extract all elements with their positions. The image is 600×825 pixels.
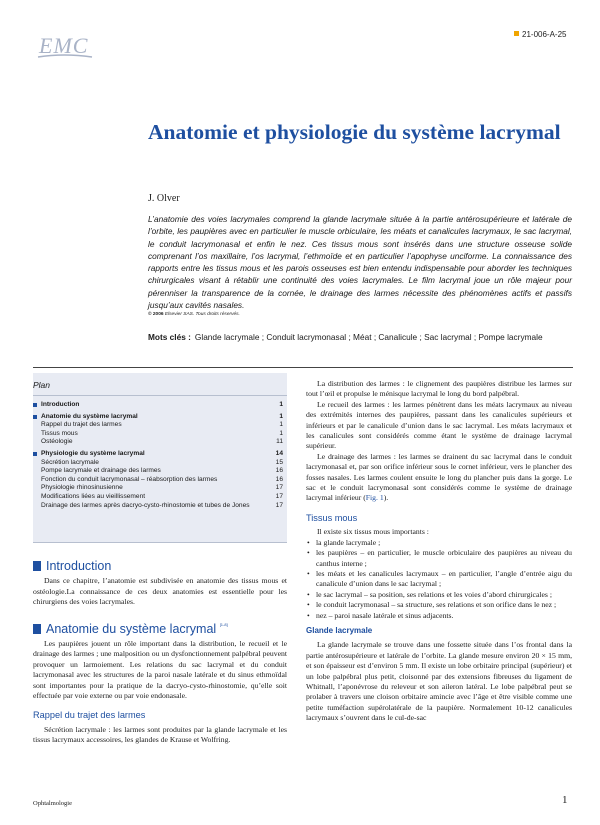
plan-divider <box>33 395 287 396</box>
plan-item-page: 11 <box>276 438 283 446</box>
article-title: Anatomie et physiologie du système lacrymal <box>148 120 561 144</box>
emc-logo <box>36 26 94 64</box>
keywords-list: Glande lacrymale ; Conduit lacrymonasal ; Méat ; Canalicule ; Sac lacrymal ; Pompe lacrymale <box>194 332 543 342</box>
right-column <box>306 379 572 724</box>
glande-lacrymale-text: La glande lacrymale se trouve dans une fossette située dans l’os frontal dans la partie antérosupérieure et latérale de l’orbite. La glande mesure environ 20 × 15 mm, et son épaisseur est d’environ 5 mm. Il existe un lobe orbitaire principal (supérieur) et un lobe palpébral plus petit, cloisonné par des extensions fibreuses du ligament de Whitnall, l’aponévrose du releveur et son aileron latéral. Le lobe palpébral peut se prolaber à travers une cloison orbitaire amincie avec l’âge et être visible comme une petite tuméfaction supérolatérale de la paupière. Normalement 10-12 canalicules lacrymaux s’ouvrent dans le cul-de-sac <box>306 640 572 723</box>
article-author: J. Olver <box>148 193 180 204</box>
plan-item-page: 16 <box>275 475 283 483</box>
plan-item[interactable] <box>33 502 283 511</box>
tissus-mous-heading: Tissus mous <box>306 512 358 523</box>
plan-item[interactable] <box>33 421 283 430</box>
plan-item[interactable] <box>33 438 283 447</box>
list-item: • les méats et les canalicules lacrymaux – en particulier, l’angle d’entrée aigu du canalicule d’union dans le sac lacrymal ; <box>306 569 572 590</box>
plan-item-page: 17 <box>275 484 283 492</box>
plan-item[interactable] <box>33 413 283 422</box>
anatomy-text: Les paupières jouent un rôle important dans la distribution, le recueil et le drainage des larmes ; une malposition ou un dysfonctionnement palpébral peuvent provoquer un larmoiement. Les relations du sac lacrymal et du conduit lacrymonasal avec les structures de la paroi nasale latérale et du sinus ethmoïdal sont importantes pour la pratique de la dacryo-cysto-rhinostomie, qu’elle soit effectuée par voie externe ou par voie endonasale. <box>33 639 287 701</box>
plan-item-page: 1 <box>279 421 283 429</box>
plan-item-label: Modifications liées au vieillissement <box>41 492 146 500</box>
figure-1-link[interactable]: Fig. 1 <box>365 493 384 503</box>
tissus-mous-list <box>306 538 572 621</box>
plan-item[interactable] <box>33 467 283 476</box>
plan-item-page: 17 <box>275 501 283 509</box>
plan-item-page: 1 <box>279 401 283 408</box>
plan-bottom-divider <box>33 542 287 543</box>
plan-item-label: Introduction <box>33 401 79 410</box>
plan-item[interactable] <box>33 430 283 439</box>
emc-logo-text: EMC <box>39 33 89 58</box>
plan-title: Plan <box>33 380 51 390</box>
plan-item-label: Tissus mous <box>41 429 78 437</box>
plan-item-label: Anatomie du système lacrymal <box>33 413 138 422</box>
list-item: • nez – paroi nasale latérale et sinus adjacents. <box>306 611 572 621</box>
plan-list <box>33 401 283 510</box>
left-column <box>33 561 287 746</box>
plan-item[interactable] <box>33 484 283 493</box>
article-reference: 21-006-A-25 <box>514 30 566 39</box>
section-marker-icon <box>33 561 41 571</box>
glande-lacrymale-heading: Glande lacrymale <box>306 625 373 635</box>
plan-item[interactable] <box>33 450 283 459</box>
distribution-paragraph: La distribution des larmes : le clignement des paupières distribue les larmes sur tout l’œil et propulse le ménisque lacrymal le long du bord palpébral. <box>306 379 572 399</box>
plan-bullet-icon <box>33 403 37 407</box>
rappel-heading: Rappel du trajet des larmes <box>33 710 146 721</box>
plan-item-page: 15 <box>275 458 283 466</box>
plan-bullet-icon <box>33 452 37 456</box>
list-item: • les paupières – en particulier, le muscle orbiculaire des paupières au niveau du canthus interne ; <box>306 548 572 569</box>
footer-journal: Ophtalmologie <box>33 800 72 807</box>
keywords-label: Mots clés : <box>148 332 191 342</box>
plan-item[interactable] <box>33 459 283 468</box>
plan-item-label: Ostéologie <box>41 438 73 446</box>
plan-item-page: 1 <box>279 429 283 437</box>
section-marker-icon <box>33 624 41 634</box>
anatomy-reference-link[interactable]: [1-8] <box>219 621 228 627</box>
tissus-mous-intro: Il existe six tissus mous importants : <box>317 527 429 537</box>
list-item: • le sac lacrymal – sa position, ses relations et les voies d’abord chirurgicales ; <box>306 590 572 600</box>
plan-item-page: 14 <box>275 449 283 457</box>
page-number: 1 <box>562 794 568 806</box>
plan-item-label: Pompe lacrymale et drainage des larmes <box>41 467 161 475</box>
plan-item-label: Physiologie du système lacrymal <box>33 450 145 459</box>
plan-item-label: Physiologie rhinosinusienne <box>41 484 123 492</box>
rappel-text: Sécrétion lacrymale : les larmes sont produites par la glande lacrymale et les tissus lacrymaux accessoires, les glandes de Krause et Wolfring. <box>33 724 287 745</box>
header-divider <box>33 367 573 368</box>
plan-item[interactable] <box>33 476 283 485</box>
keywords <box>148 332 543 342</box>
plan-item[interactable] <box>33 493 283 502</box>
plan-item-label: Drainage des larmes après dacryo-cysto-rhinostomie et tubes de Jones <box>41 501 250 509</box>
anatomy-heading: Anatomie du système lacrymal [1-8] <box>33 620 287 634</box>
article-abstract: L’anatomie des voies lacrymales comprend la glande lacrymale située à la partie antérosupérieure et latérale de l’orbite, les paupières avec en particulier le muscle orbiculaire, les méats et canalicules lacrymaux, le sac lacrymal, le conduit lacrymonasal et enfin le nez. Ces tissus mous sont insérés dans une structure osseuse solide comprenant l’os maxillaire, l’os lacrymal, l’ethmoïde et en particulier l’apophyse unciforme. La connaissance des rapports entre les tissus mous et les parois osseuses est bien entendu indispensable pour aborder les techniques chirurgicales visant à rétablir une continuité des voies lacrymales. Le film lacrymal joue un rôle majeur pour pérenniser la transparence de la cornée, le drainage des larmes nécessite des phénomènes actifs et passifs jusqu’aux cavités nasales. <box>148 214 572 311</box>
introduction-heading: Introduction <box>33 561 287 571</box>
drainage-paragraph: Le drainage des larmes : les larmes se drainent du sac lacrymal dans le conduit lacrymonasal et, par son orifice inférieur sous le cornet inférieur, vers le plancher des fosses nasales. Les larmes coulent ensuite le long du plancher puis dans la gorge. Le sac et le conduit lacrymonasal sont considérés comme le système de drainage lacrymal inférieur (Fig. 1). <box>306 451 572 503</box>
list-item: • la glande lacrymale ; <box>306 538 572 548</box>
recueil-paragraph: Le recueil des larmes : les larmes pénètrent dans les méats lacrymaux au niveau des extrémités internes des paupières, passant dans les canalicules supérieurs et inférieurs et par le canalicule d’union dans le sac lacrymal. Les méats lacrymaux et les canalicules sont considérés comme étant le système de drainage lacrymal supérieur. <box>306 399 572 451</box>
plan-item-label: Sécrétion lacrymale <box>41 458 99 466</box>
copyright-notice: © 2006 Elsevier SAS. Tous droits réservés. <box>148 312 240 317</box>
plan-item-page: 17 <box>275 492 283 500</box>
plan-item-page: 1 <box>279 412 283 420</box>
plan-item-page: 16 <box>275 467 283 475</box>
introduction-text: Dans ce chapitre, l’anatomie est subdivisée en anatomie des tissus mous et ostéologie.La connaissance de ces deux anatomies est essentielle pour les chirurgiens des voies lacrymales. <box>33 576 287 607</box>
reference-marker-icon <box>514 31 519 36</box>
plan-item-label: Rappel du trajet des larmes <box>41 421 122 429</box>
plan-item-label: Fonction du conduit lacrymonasal – réabsorption des larmes <box>41 475 218 483</box>
list-item: • le conduit lacrymonasal – sa structure, ses relations et son orifice dans le nez ; <box>306 600 572 610</box>
plan-bullet-icon <box>33 415 37 419</box>
plan-item[interactable] <box>33 401 283 410</box>
